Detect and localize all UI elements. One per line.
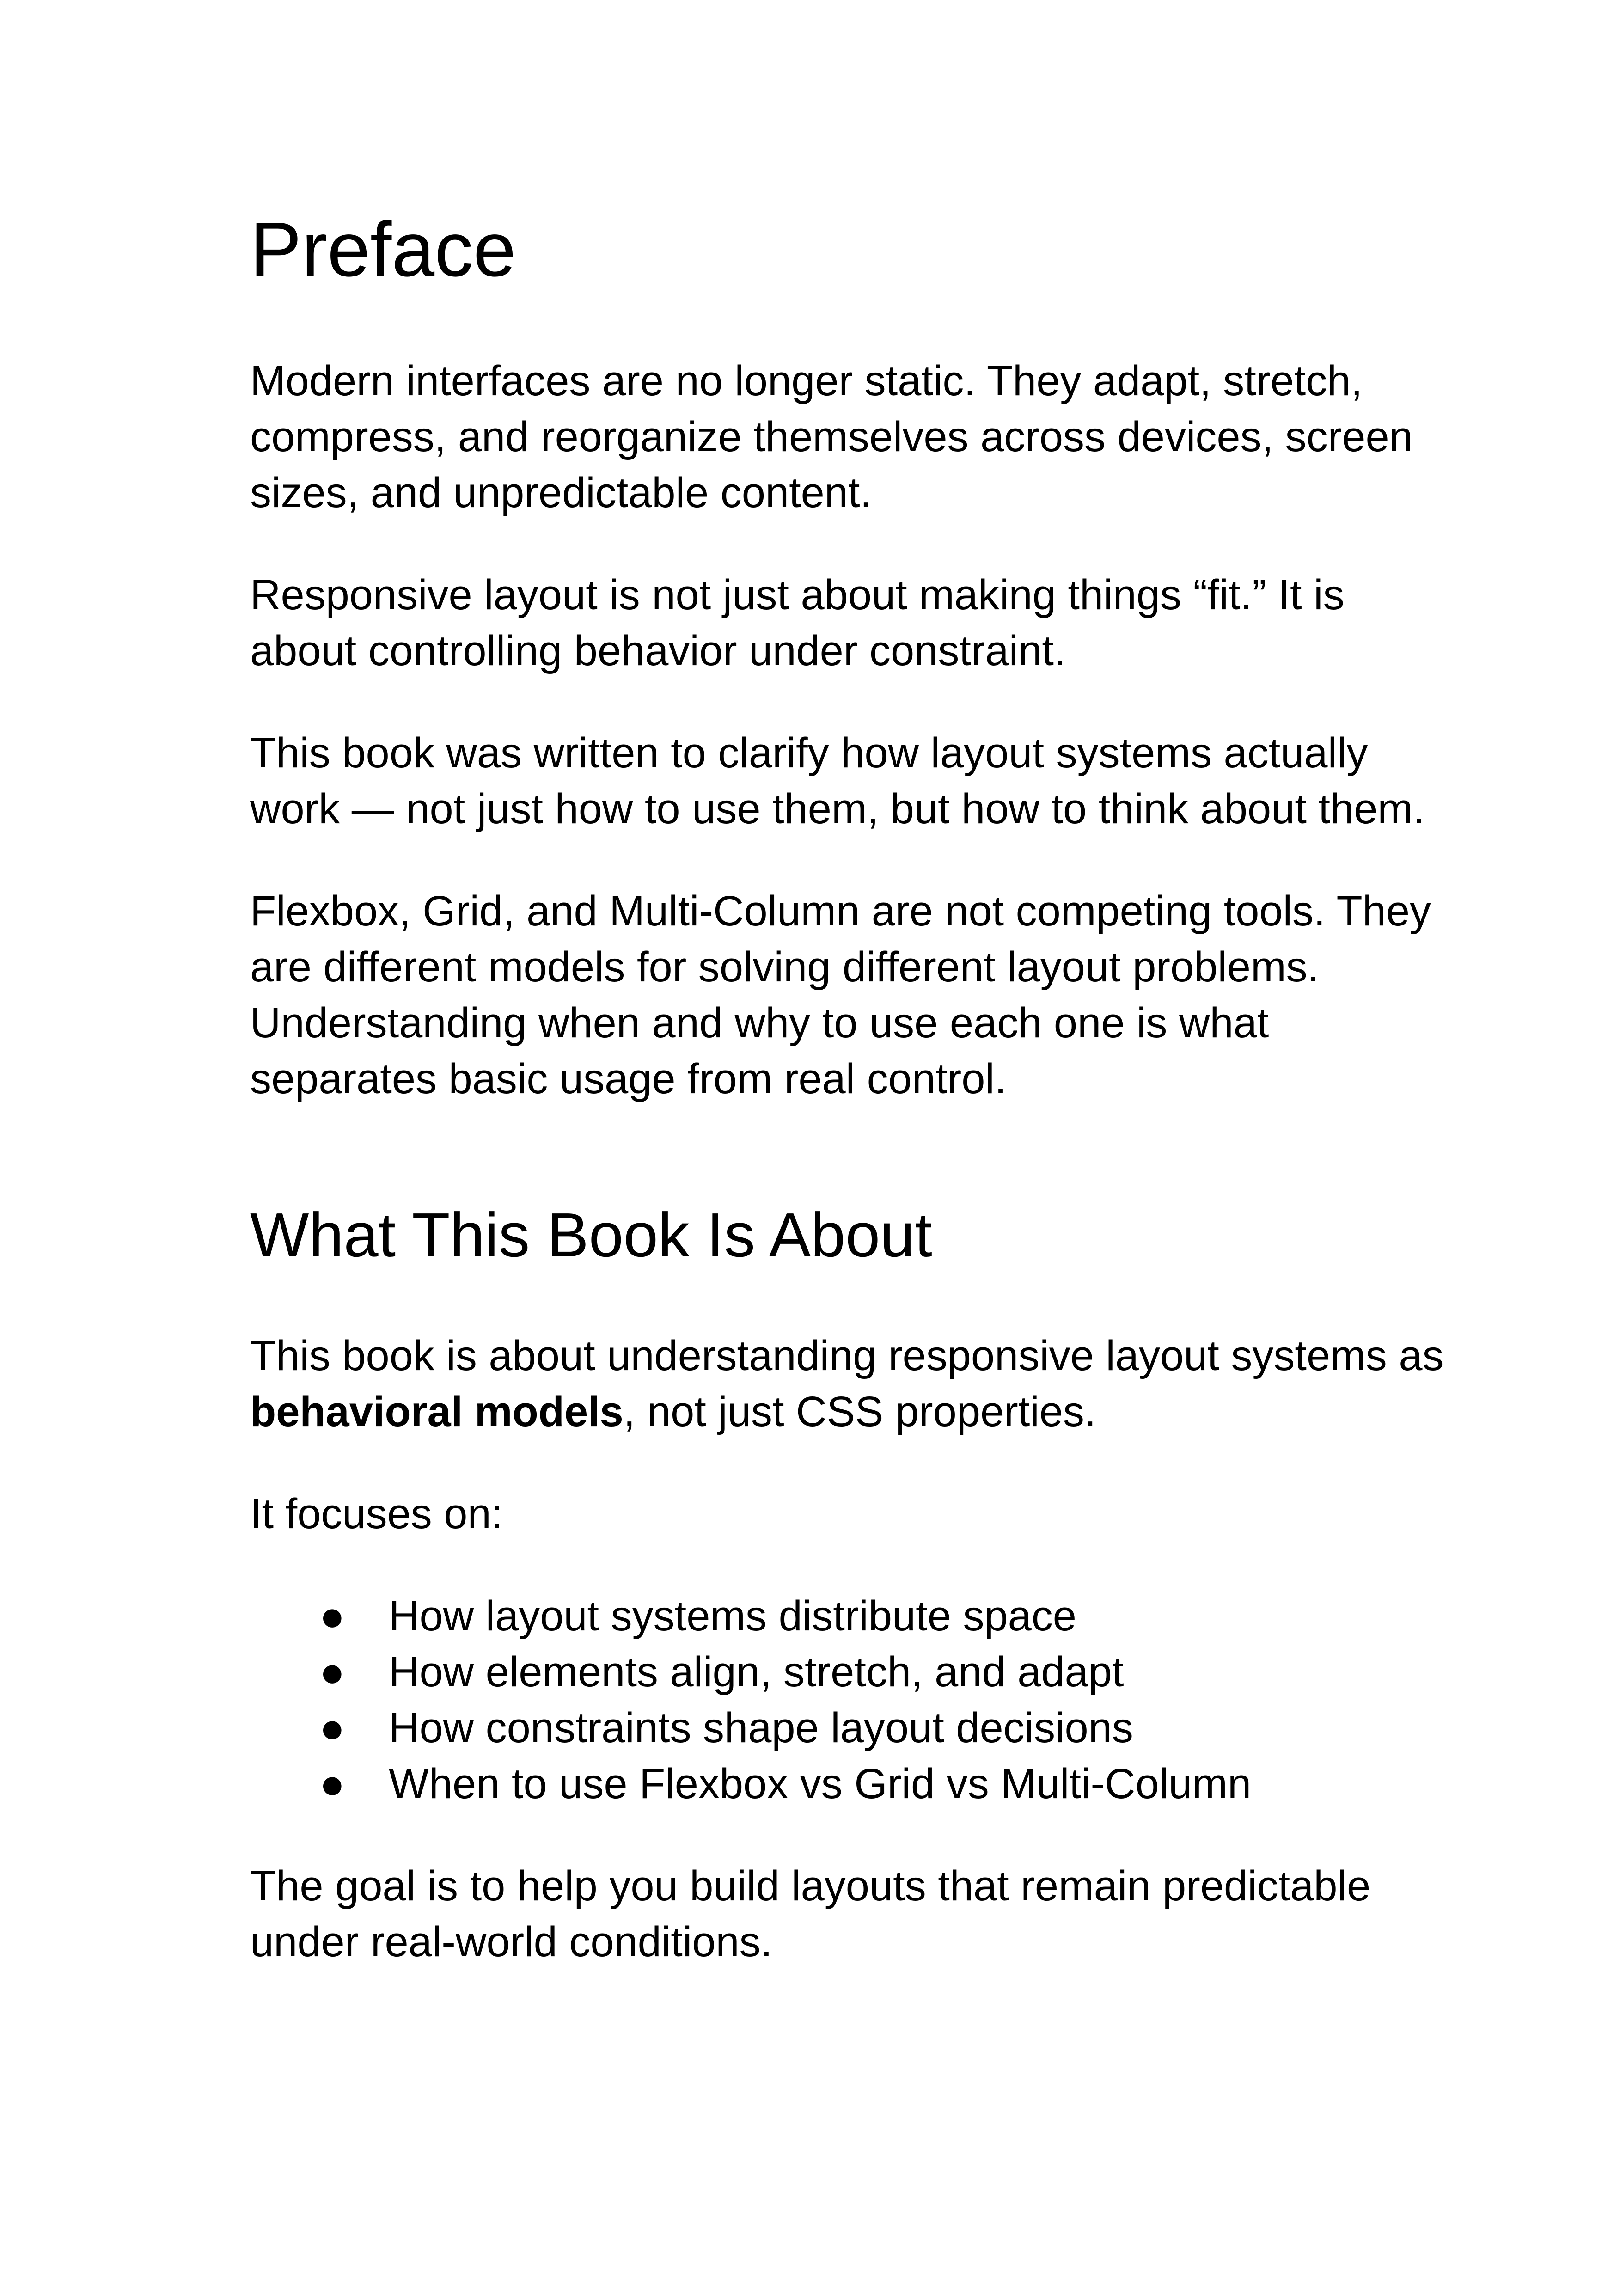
focus-list-item	[250, 1756, 1452, 1812]
focus-lead-text: It focuses on:	[250, 1490, 503, 1538]
preface-heading: Preface	[250, 207, 516, 293]
preface-paragraph-4: Flexbox, Grid, and Multi-Column are not competing tools. They are different models for solving different layout problems. Understanding when and why to use each one is what separates basic usage from real control.	[250, 888, 1431, 1103]
focus-list-item	[250, 1700, 1452, 1756]
about-intro-text-end: , not just CSS properties.	[623, 1388, 1096, 1436]
preface-paragraph-2: Responsive layout is not just about making things “fit.” It is about controlling behavior under constraint.	[250, 571, 1345, 675]
bullet-icon: ●	[319, 1648, 345, 1696]
about-intro-bold-text: behavioral models	[250, 1388, 624, 1436]
about-intro-text-start: This book is about understanding responsive layout systems as	[250, 1332, 1444, 1380]
focus-item-text: How constraints shape layout decisions	[389, 1704, 1133, 1752]
focus-list-item	[250, 1644, 1452, 1700]
bullet-icon: ●	[319, 1592, 345, 1640]
goal-paragraph: The goal is to help you build layouts that remain predictable under real-world conditions.	[250, 1862, 1371, 1966]
focus-item-text: When to use Flexbox vs Grid vs Multi-Column	[389, 1760, 1252, 1808]
focus-list	[250, 1588, 1452, 1812]
preface-paragraph-1: Modern interfaces are no longer static. They adapt, stretch, compress, and reorganize themselves across devices, screen sizes, and unpredictable content.	[250, 357, 1413, 517]
preface-paragraph-3: This book was written to clarify how layout systems actually work — not just how to use them, but how to think about them.	[250, 729, 1425, 833]
about-intro-paragraph	[250, 1328, 1452, 1440]
bullet-icon: ●	[319, 1704, 345, 1752]
focus-list-item	[250, 1588, 1452, 1644]
focus-item-text: How elements align, stretch, and adapt	[389, 1648, 1124, 1696]
page-content	[250, 203, 1452, 1970]
focus-item-text: How layout systems distribute space	[389, 1592, 1076, 1640]
about-heading: What This Book Is About	[250, 1200, 932, 1270]
bullet-icon: ●	[319, 1760, 345, 1808]
